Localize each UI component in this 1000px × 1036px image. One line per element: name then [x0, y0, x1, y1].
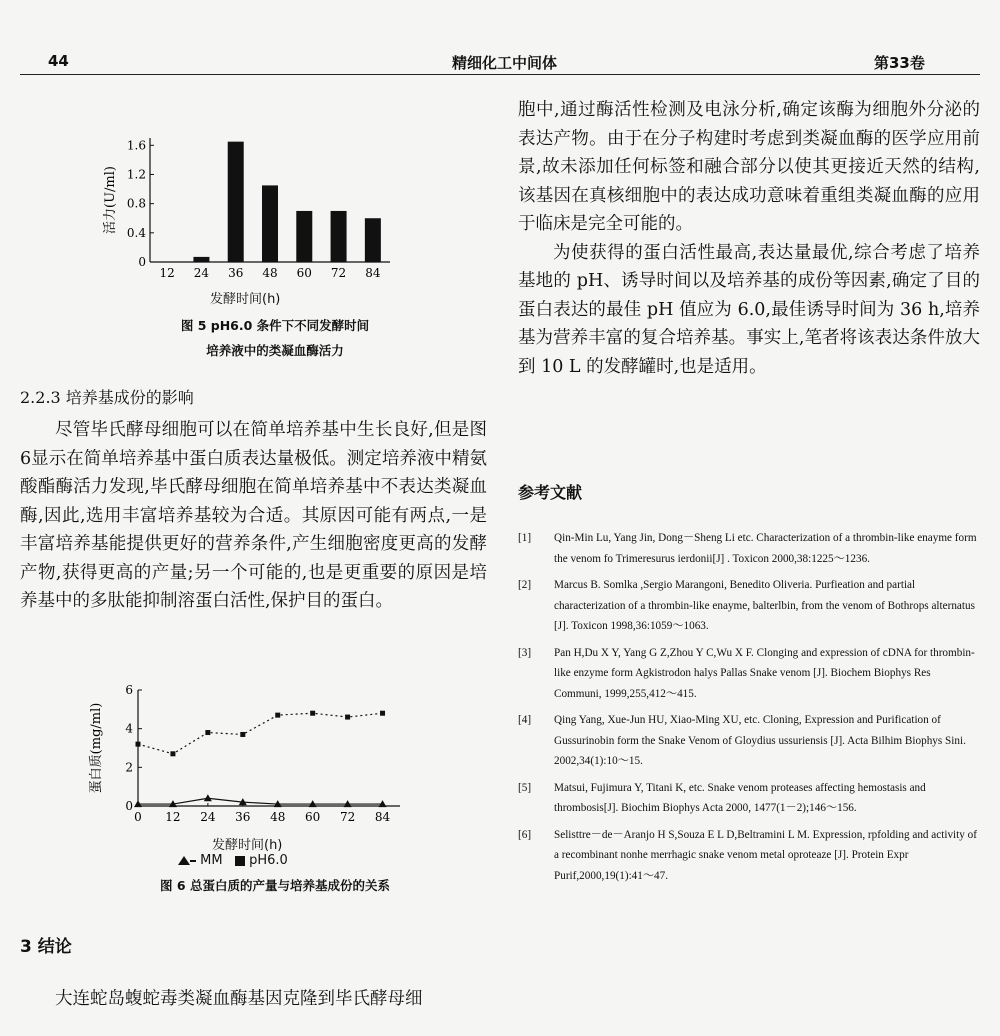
- page-number: 44: [48, 52, 69, 70]
- bar: [365, 218, 381, 262]
- reference-item: [518, 710, 980, 772]
- data-point-ph: [380, 711, 385, 716]
- reference-text: Pan H,Du X Y, Yang G Z,Zhou Y C,Wu X F. Clonging and expression of cDNA for thrombin-like enzyme form Agkistrodon halys Pallas Snake venom [J]. Biochem Biophys Res Communi, 1999,255,412～415.: [554, 646, 975, 700]
- data-point-ph: [170, 751, 175, 756]
- x-tick-label: 36: [235, 810, 251, 824]
- volume-label: 第33卷: [874, 54, 925, 72]
- reference-number: [1]: [518, 532, 532, 544]
- bar: [228, 142, 244, 262]
- figure-5-caption-line1: 图 5 pH6.0 条件下不同发酵时间: [180, 318, 370, 333]
- x-tick-label: 84: [365, 266, 381, 280]
- figure-6-xlabel: 发酵时间(h): [212, 838, 283, 853]
- x-tick-label: 24: [193, 266, 210, 280]
- conclusion-paragraph-1: 胞中,通过酶活性检测及电泳分析,确定该酶为细胞外分泌的表达产物。由于在分子构建时考虑到类凝血酶的医学应用前景,故未添加任何标签和融合部分以使其更接近天然的结构,该基因在真核细胞中的表达成功意味着重组类凝血酶的应用于临床是完全可能的。: [518, 100, 980, 234]
- y-axis-label: 蛋白质(mg/ml): [89, 702, 104, 794]
- legend-mm-line: [190, 860, 196, 862]
- figure-5-caption-line2: 培养液中的类凝血酶活力: [206, 343, 344, 358]
- references-heading: 参考文献: [518, 483, 583, 502]
- reference-text: Qin-Min Lu, Yang Jin, Dong－Sheng Li etc. Characterization of a thrombin-like enayme form the venom fo Trimeresurus ierdonii[J] . Toxicon 2000,38:1225～1236.: [554, 532, 977, 565]
- bar: [296, 211, 312, 262]
- figure-6-legend: [178, 853, 288, 868]
- data-point-ph: [310, 711, 315, 716]
- y-tick-label: 4: [125, 721, 133, 736]
- y-axis-label: 活力(U/ml): [103, 166, 118, 234]
- conclusion-paragraph-2: 为使获得的蛋白活性最高,表达量最优,综合考虑了培养基地的 pH、诱导时间以及培养基的成份等因素,确定了目的蛋白表达的最佳 pH 值应为 6.0,最佳诱导时间为 36 h,培养基为营养丰富的复合培养基。事实上,笔者将该表达条件放大到 10 L 的发酵罐时,也是适用。: [518, 242, 980, 377]
- section-3-title: 3 结论: [20, 937, 72, 957]
- reference-item: [518, 825, 980, 887]
- reference-number: [5]: [518, 781, 532, 794]
- data-point-ph: [345, 715, 350, 720]
- reference-text: Matsui, Fujimura Y, Titani K, etc. Snake venom proteases affecting hemostasis and thrombosis[J]. Biochim Biophys Acta 2000, 1477(1－2);146～156.: [554, 781, 926, 814]
- x-tick-label: 60: [296, 266, 312, 280]
- section-3-paragraph: 大连蛇岛蝮蛇毒类凝血酶基因克隆到毕氏酵母细: [55, 989, 423, 1009]
- data-point-ph: [240, 732, 245, 737]
- reference-text: Selisttre－de－Aranjo H S,Souza E L D,Beltramini L M. Expression, rpfolding and activity of a recombinant nonhe merrhagic snake venom metal oproteaze [J]. Protein Expr Purif,2000,19(1):41～47.: [554, 828, 977, 882]
- x-tick-label: 24: [200, 810, 216, 824]
- legend-mm-label: MM: [200, 853, 223, 868]
- reference-item: [518, 575, 980, 637]
- y-tick-label: 0: [125, 799, 133, 813]
- data-point-ph: [205, 730, 210, 735]
- reference-item: [518, 643, 980, 705]
- legend-ph-label: pH6.0: [249, 853, 288, 868]
- y-tick-label: 2: [125, 760, 133, 775]
- references-list: [518, 528, 980, 892]
- reference-item: [518, 528, 980, 569]
- y-tick-label: 0: [138, 255, 146, 269]
- reference-text: Marcus B. Somlka ,Sergio Marangoni, Benedito Oliveria. Purfieation and partial characterization of a thrombin-like enayme, balterlbin, from the venom of Bothrops alternatus [J]. Toxicon 1998,36:1059～1063.: [554, 579, 975, 632]
- reference-number: [3]: [518, 646, 532, 659]
- reference-text: Qing Yang, Xue-Jun HU, Xiao-Ming XU, etc. Cloning, Expression and Purification of Gussurinobin form the Snake Venom of Gloydius ussuriensis [J]. Acta Bilhim Biophys Sini. 2002,34(1):10～15.: [554, 714, 966, 767]
- section-2-2-3-title: 2.2.3 培养基成份的影响: [20, 388, 194, 407]
- x-tick-label: 36: [228, 266, 244, 280]
- x-tick-label: 48: [262, 266, 278, 280]
- legend-mm-marker: [178, 856, 190, 865]
- header-rule: [20, 74, 980, 75]
- x-tick-label: 72: [330, 266, 347, 280]
- section-2-2-3-paragraph: 尽管毕氏酵母细胞可以在简单培养基中生长良好,但是图6显示在简单培养基中蛋白质表达量极低。测定培养液中精氨酸酯酶活力发现,毕氏酵母细胞在简单培养基中不表达类凝血酶,因此,选用丰富培养基较为合适。其原因可能有两点,一是丰富培养基能提供更好的营养条件,产生细胞密度更高的发酵产物,获得更高的产量;另一个可能的,也是更重要的原因是培养基中的多肽能抑制溶蛋白活性,保护目的蛋白。: [20, 420, 487, 611]
- figure-5-chart: [80, 128, 420, 308]
- figure-6-caption: 图 6 总蛋白质的产量与培养基成份的关系: [160, 878, 390, 893]
- x-tick-label: 84: [374, 810, 391, 824]
- data-point-mm: [204, 794, 212, 801]
- journal-title: 精细化工中间体: [452, 54, 558, 72]
- y-tick-label: 1.2: [126, 167, 146, 182]
- right-column-text: [518, 96, 980, 381]
- data-point-ph: [136, 742, 141, 747]
- figure-6-chart: [80, 682, 420, 834]
- reference-number: [6]: [518, 828, 532, 841]
- x-tick-label: 60: [305, 810, 321, 824]
- x-tick-label: 12: [165, 810, 181, 824]
- bar: [331, 211, 347, 262]
- reference-item: [518, 778, 980, 819]
- y-tick-label: 6: [125, 683, 133, 697]
- legend-ph-marker: [235, 856, 245, 866]
- bar: [262, 185, 278, 262]
- y-tick-label: 0.4: [126, 225, 146, 240]
- x-tick-label: 12: [159, 266, 175, 280]
- figure-5-xlabel: 发酵时间(h): [210, 292, 281, 307]
- x-tick-label: 72: [339, 810, 356, 824]
- x-tick-label: 48: [270, 810, 286, 824]
- y-tick-label: 1.6: [126, 138, 146, 153]
- x-tick-label: 0: [134, 810, 142, 824]
- reference-number: [2]: [518, 579, 532, 591]
- y-tick-label: 0.8: [126, 196, 146, 211]
- bar: [193, 257, 209, 262]
- data-point-ph: [275, 713, 280, 718]
- reference-number: [4]: [518, 714, 532, 726]
